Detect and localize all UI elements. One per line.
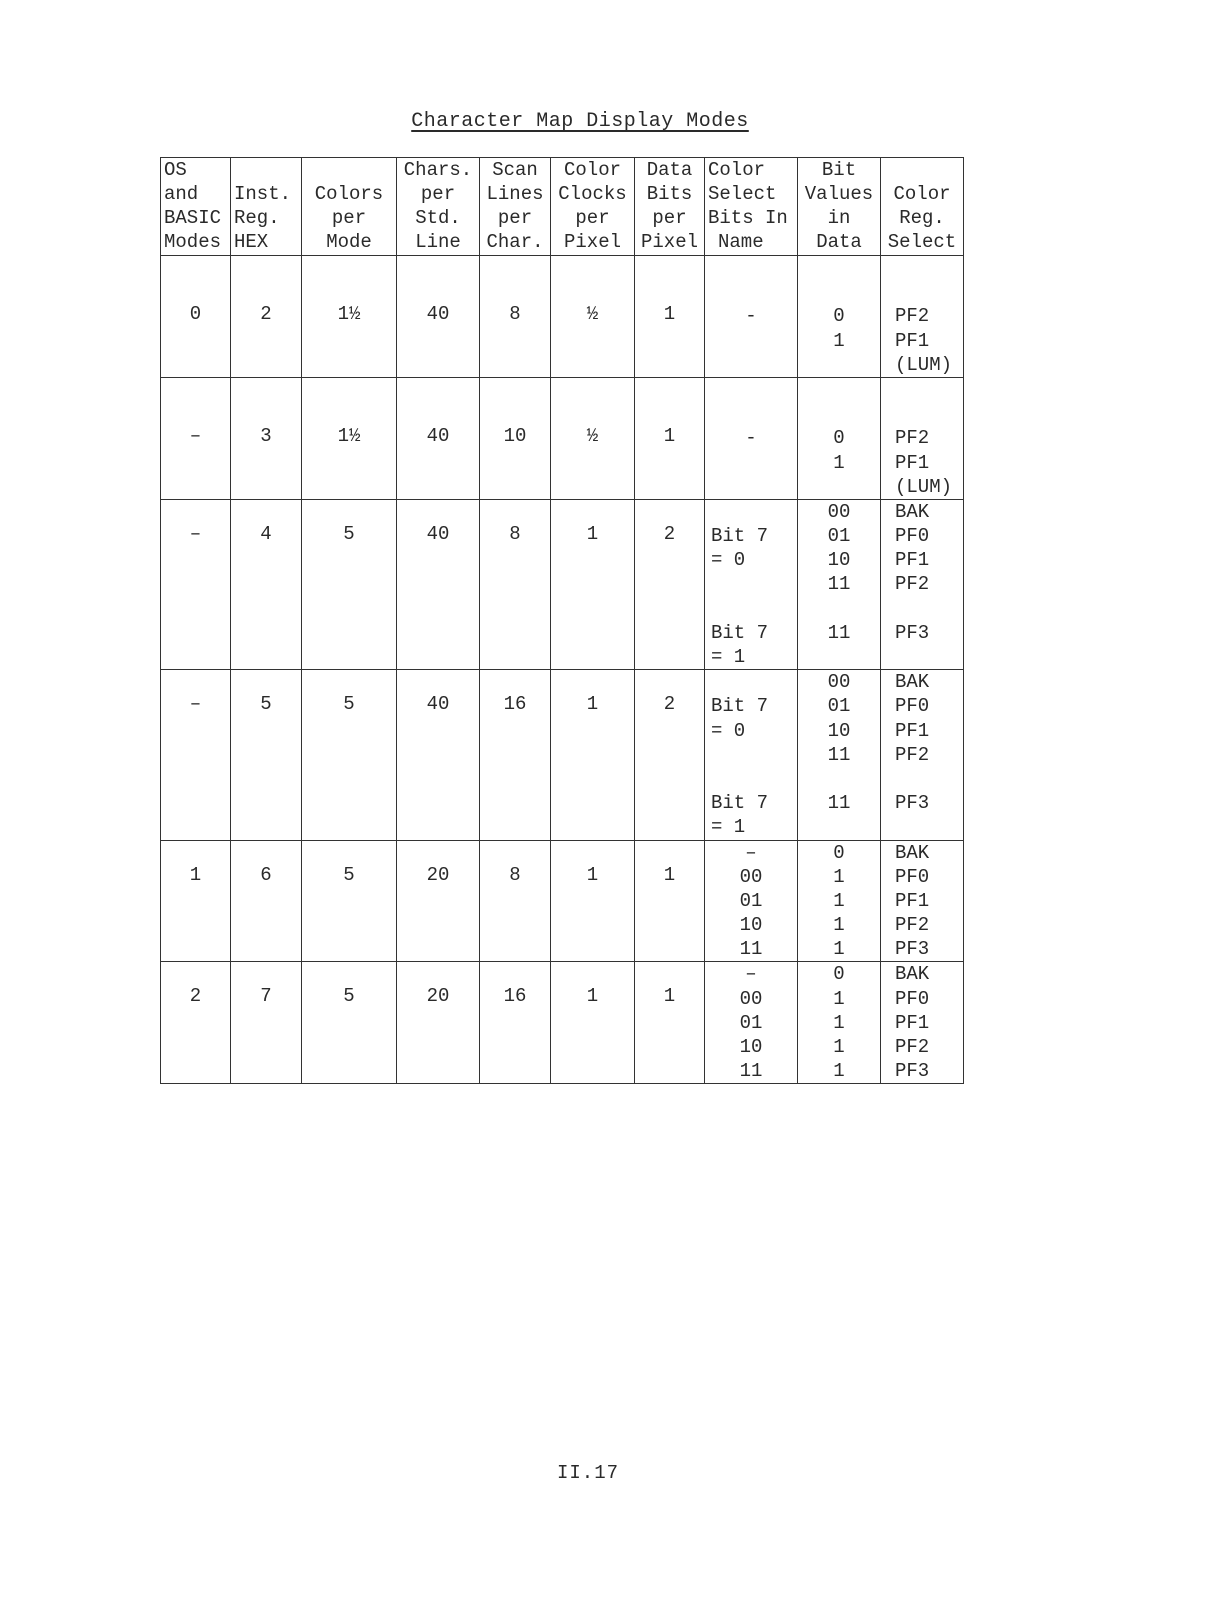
cell-line: PF0 bbox=[895, 865, 930, 888]
header-line: Bits bbox=[646, 183, 693, 205]
cell-line: 1 bbox=[833, 1036, 845, 1058]
cell-line: 1 bbox=[833, 451, 845, 474]
cell-line bbox=[798, 815, 880, 839]
header-line bbox=[881, 158, 963, 182]
cell-color-select bbox=[705, 962, 798, 1084]
header-chars-per-line bbox=[397, 158, 480, 256]
cell-line: 11 bbox=[827, 573, 851, 596]
header-line: Lines bbox=[486, 183, 544, 205]
header-line: Color bbox=[893, 183, 951, 205]
cell-line: 10 bbox=[739, 914, 763, 937]
header-line bbox=[302, 158, 396, 182]
cell-line bbox=[798, 475, 880, 499]
header-row bbox=[161, 158, 964, 256]
cell-line: 01 bbox=[739, 889, 763, 912]
header-scan-lines bbox=[480, 158, 551, 256]
header-line: Data bbox=[816, 231, 862, 253]
cell-line: - bbox=[745, 305, 757, 328]
cell-line: PF2 bbox=[895, 573, 930, 596]
header-line: Modes bbox=[164, 231, 222, 253]
cell-scan: 10 bbox=[480, 377, 551, 499]
cell-line: Bit 7 bbox=[711, 695, 769, 718]
cell-colors: 1½ bbox=[302, 256, 397, 378]
table-row bbox=[161, 962, 964, 1084]
cell-line bbox=[798, 280, 880, 304]
cell-reg-select bbox=[881, 840, 964, 962]
cell-colors: 5 bbox=[302, 499, 397, 669]
cell-line bbox=[895, 280, 963, 304]
header-line: and bbox=[164, 183, 199, 205]
header-line: Color bbox=[563, 159, 621, 181]
cell-line: Bit 7 bbox=[711, 792, 769, 815]
table-row bbox=[161, 499, 964, 669]
cell-line bbox=[798, 767, 880, 791]
cell-inst-reg: 6 bbox=[231, 840, 302, 962]
cell-line: 11 bbox=[739, 1060, 763, 1083]
cell-line: PF1 bbox=[895, 451, 930, 474]
cell-clocks: ½ bbox=[551, 377, 635, 499]
cell-line: - bbox=[745, 427, 757, 450]
cell-line bbox=[705, 256, 797, 280]
header-line: BASIC bbox=[164, 207, 222, 229]
cell-line bbox=[798, 402, 880, 426]
cell-line: Bit 7 bbox=[711, 525, 769, 548]
cell-line: PF3 bbox=[895, 938, 930, 961]
cell-color-select bbox=[705, 256, 798, 378]
cell-line: 11 bbox=[827, 621, 851, 644]
cell-line: 1 bbox=[833, 1011, 845, 1034]
cell-line: 00 bbox=[827, 500, 851, 523]
cell-color-select bbox=[705, 670, 798, 840]
header-data-bits bbox=[635, 158, 705, 256]
header-line: in bbox=[827, 207, 851, 229]
cell-line bbox=[895, 815, 963, 839]
header-line: Chars. bbox=[403, 159, 473, 181]
header-line: OS bbox=[164, 159, 187, 181]
header-line: Bit bbox=[821, 159, 857, 181]
cell-colors: 1½ bbox=[302, 377, 397, 499]
cell-line: 11 bbox=[827, 792, 851, 815]
cell-line: = 0 bbox=[711, 719, 746, 742]
header-line: HEX bbox=[234, 231, 269, 253]
cell-line bbox=[895, 378, 963, 402]
cell-inst-reg: 4 bbox=[231, 499, 302, 669]
cell-line: 00 bbox=[827, 671, 851, 694]
header-line: Pixel bbox=[640, 231, 698, 253]
cell-chars: 40 bbox=[397, 377, 480, 499]
cell-line: 10 bbox=[827, 549, 851, 572]
cell-line: 11 bbox=[827, 743, 851, 766]
cell-clocks: 1 bbox=[551, 840, 635, 962]
cell-line: PF3 bbox=[895, 621, 930, 644]
cell-line: 1 bbox=[833, 938, 845, 961]
cell-line bbox=[895, 597, 963, 621]
cell-line: 1 bbox=[833, 1060, 845, 1083]
cell-line: Bit 7 bbox=[711, 621, 769, 644]
cell-color-select bbox=[705, 377, 798, 499]
cell-line bbox=[895, 767, 963, 791]
cell-chars: 40 bbox=[397, 670, 480, 840]
cell-bits: 1 bbox=[635, 962, 705, 1084]
cell-line bbox=[705, 378, 797, 402]
cell-line: = 0 bbox=[711, 549, 746, 572]
cell-line: PF0 bbox=[895, 695, 930, 718]
cell-line: (LUM) bbox=[895, 353, 953, 376]
cell-line: 0 bbox=[833, 305, 845, 328]
cell-line: PF1 bbox=[895, 329, 930, 352]
cell-line: 1 bbox=[833, 865, 845, 888]
cell-line: PF1 bbox=[895, 889, 930, 912]
cell-line: PF2 bbox=[895, 1036, 930, 1058]
header-line: per bbox=[575, 207, 610, 229]
header-line: Line bbox=[415, 231, 461, 253]
cell-line: BAK bbox=[895, 841, 930, 864]
cell-inst-reg: 3 bbox=[231, 377, 302, 499]
cell-line: PF0 bbox=[895, 987, 930, 1010]
header-line: per bbox=[331, 207, 367, 229]
cell-line: 1 bbox=[833, 987, 845, 1010]
cell-bit-values bbox=[798, 256, 881, 378]
cell-line bbox=[798, 256, 880, 280]
cell-line bbox=[711, 767, 797, 791]
cell-line: 01 bbox=[827, 695, 851, 718]
display-modes-table bbox=[160, 157, 964, 1084]
cell-bits: 1 bbox=[635, 377, 705, 499]
header-line: Color bbox=[708, 159, 766, 181]
header-line: Pixel bbox=[563, 231, 621, 253]
cell-line bbox=[798, 597, 880, 621]
cell-line: 1 bbox=[833, 329, 845, 352]
cell-line: PF3 bbox=[895, 1060, 930, 1083]
page-number: II.17 bbox=[556, 1462, 619, 1484]
table-row bbox=[161, 377, 964, 499]
header-line: Scan bbox=[492, 159, 538, 181]
cell-line bbox=[895, 402, 963, 426]
cell-line: 1 bbox=[833, 914, 845, 937]
header-line: Select bbox=[708, 183, 777, 205]
cell-reg-select bbox=[881, 377, 964, 499]
cell-line bbox=[711, 500, 797, 524]
cell-color-select bbox=[705, 499, 798, 669]
cell-line bbox=[895, 256, 963, 280]
cell-line bbox=[711, 743, 797, 767]
cell-scan: 8 bbox=[480, 840, 551, 962]
page-title: Character Map Display Modes bbox=[411, 110, 749, 133]
header-line: Reg. bbox=[899, 207, 945, 229]
cell-line: PF1 bbox=[895, 719, 930, 742]
header-line: Std. bbox=[415, 207, 461, 229]
cell-os-mode: – bbox=[161, 377, 231, 499]
cell-line: PF2 bbox=[895, 305, 930, 328]
table-row bbox=[161, 256, 964, 378]
cell-line: (LUM) bbox=[895, 475, 953, 498]
table-row bbox=[161, 670, 964, 840]
cell-line bbox=[705, 475, 797, 499]
cell-clocks: 1 bbox=[551, 499, 635, 669]
cell-line bbox=[711, 597, 797, 621]
cell-bits: 1 bbox=[635, 840, 705, 962]
cell-line: PF0 bbox=[895, 525, 930, 548]
header-line: Inst. bbox=[234, 183, 292, 205]
cell-line: 1 bbox=[833, 889, 845, 912]
cell-inst-reg: 7 bbox=[231, 962, 302, 1084]
cell-line: 01 bbox=[827, 525, 851, 548]
header-colors-per-mode bbox=[302, 158, 397, 256]
cell-bit-values bbox=[798, 377, 881, 499]
header-line: Reg. bbox=[234, 207, 280, 229]
cell-scan: 16 bbox=[480, 962, 551, 1084]
cell-line: 00 bbox=[739, 865, 763, 888]
cell-line: BAK bbox=[895, 963, 930, 986]
cell-line: PF2 bbox=[895, 914, 930, 937]
table-row bbox=[161, 840, 964, 962]
cell-chars: 40 bbox=[397, 499, 480, 669]
cell-line: 0 bbox=[833, 841, 845, 864]
cell-inst-reg: 5 bbox=[231, 670, 302, 840]
cell-line bbox=[798, 645, 880, 669]
cell-bit-values bbox=[798, 962, 881, 1084]
cell-line: = 1 bbox=[711, 646, 746, 668]
header-line: per bbox=[497, 207, 533, 229]
cell-line bbox=[711, 572, 797, 596]
cell-bits: 1 bbox=[635, 256, 705, 378]
cell-line bbox=[705, 353, 797, 377]
cell-chars: 40 bbox=[397, 256, 480, 378]
cell-colors: 5 bbox=[302, 670, 397, 840]
cell-line: 11 bbox=[739, 938, 763, 961]
cell-line: 0 bbox=[833, 427, 845, 450]
cell-line: 10 bbox=[739, 1036, 763, 1058]
cell-reg-select bbox=[881, 499, 964, 669]
header-line: Bits In bbox=[708, 207, 788, 229]
cell-bit-values bbox=[798, 840, 881, 962]
cell-line bbox=[798, 353, 880, 377]
cell-bit-values bbox=[798, 670, 881, 840]
header-line: Clocks bbox=[558, 183, 627, 205]
header-line: Select bbox=[887, 231, 957, 253]
header-line: per bbox=[420, 183, 456, 205]
header-line: Mode bbox=[326, 231, 372, 253]
cell-line: PF2 bbox=[895, 743, 930, 766]
cell-line: 10 bbox=[827, 719, 851, 742]
cell-line: = 1 bbox=[711, 816, 746, 839]
cell-reg-select bbox=[881, 256, 964, 378]
cell-clocks: 1 bbox=[551, 962, 635, 1084]
cell-line: 00 bbox=[739, 987, 763, 1010]
cell-scan: 16 bbox=[480, 670, 551, 840]
cell-line: PF1 bbox=[895, 549, 930, 572]
cell-line bbox=[705, 329, 797, 353]
header-color-select-bits bbox=[705, 158, 798, 256]
cell-chars: 20 bbox=[397, 962, 480, 1084]
header-line: Char. bbox=[486, 231, 544, 253]
cell-scan: 8 bbox=[480, 256, 551, 378]
cell-line: PF1 bbox=[895, 1011, 930, 1034]
cell-os-mode: 1 bbox=[161, 840, 231, 962]
cell-colors: 5 bbox=[302, 840, 397, 962]
header-line: per bbox=[652, 207, 687, 229]
header-line bbox=[234, 158, 301, 182]
cell-line: PF2 bbox=[895, 427, 930, 450]
header-line: Values bbox=[804, 183, 874, 205]
cell-inst-reg: 2 bbox=[231, 256, 302, 378]
header-line: Data bbox=[646, 159, 693, 181]
header-os-basic-modes bbox=[161, 158, 231, 256]
cell-colors: 5 bbox=[302, 962, 397, 1084]
cell-line bbox=[705, 451, 797, 475]
cell-line bbox=[711, 670, 797, 694]
header-inst-reg-hex bbox=[231, 158, 302, 256]
cell-reg-select bbox=[881, 962, 964, 1084]
cell-clocks: 1 bbox=[551, 670, 635, 840]
cell-line bbox=[705, 402, 797, 426]
cell-line: 01 bbox=[739, 1011, 763, 1034]
cell-line: PF3 bbox=[895, 792, 930, 815]
cell-os-mode: 0 bbox=[161, 256, 231, 378]
cell-line: BAK bbox=[895, 671, 930, 694]
cell-line bbox=[705, 280, 797, 304]
cell-os-mode: – bbox=[161, 499, 231, 669]
cell-line: 0 bbox=[833, 963, 845, 986]
cell-line: – bbox=[745, 963, 757, 986]
cell-os-mode: 2 bbox=[161, 962, 231, 1084]
header-bit-values bbox=[798, 158, 881, 256]
cell-chars: 20 bbox=[397, 840, 480, 962]
cell-scan: 8 bbox=[480, 499, 551, 669]
header-line: Name bbox=[718, 231, 764, 253]
cell-bits: 2 bbox=[635, 499, 705, 669]
cell-os-mode: – bbox=[161, 670, 231, 840]
cell-line bbox=[798, 378, 880, 402]
header-color-reg-select bbox=[881, 158, 964, 256]
cell-line bbox=[895, 645, 963, 669]
cell-bits: 2 bbox=[635, 670, 705, 840]
header-line: Colors bbox=[314, 183, 384, 205]
cell-line: – bbox=[745, 841, 757, 864]
cell-clocks: ½ bbox=[551, 256, 635, 378]
cell-reg-select bbox=[881, 670, 964, 840]
header-color-clocks bbox=[551, 158, 635, 256]
cell-color-select bbox=[705, 840, 798, 962]
cell-bit-values bbox=[798, 499, 881, 669]
cell-line: BAK bbox=[895, 500, 930, 523]
